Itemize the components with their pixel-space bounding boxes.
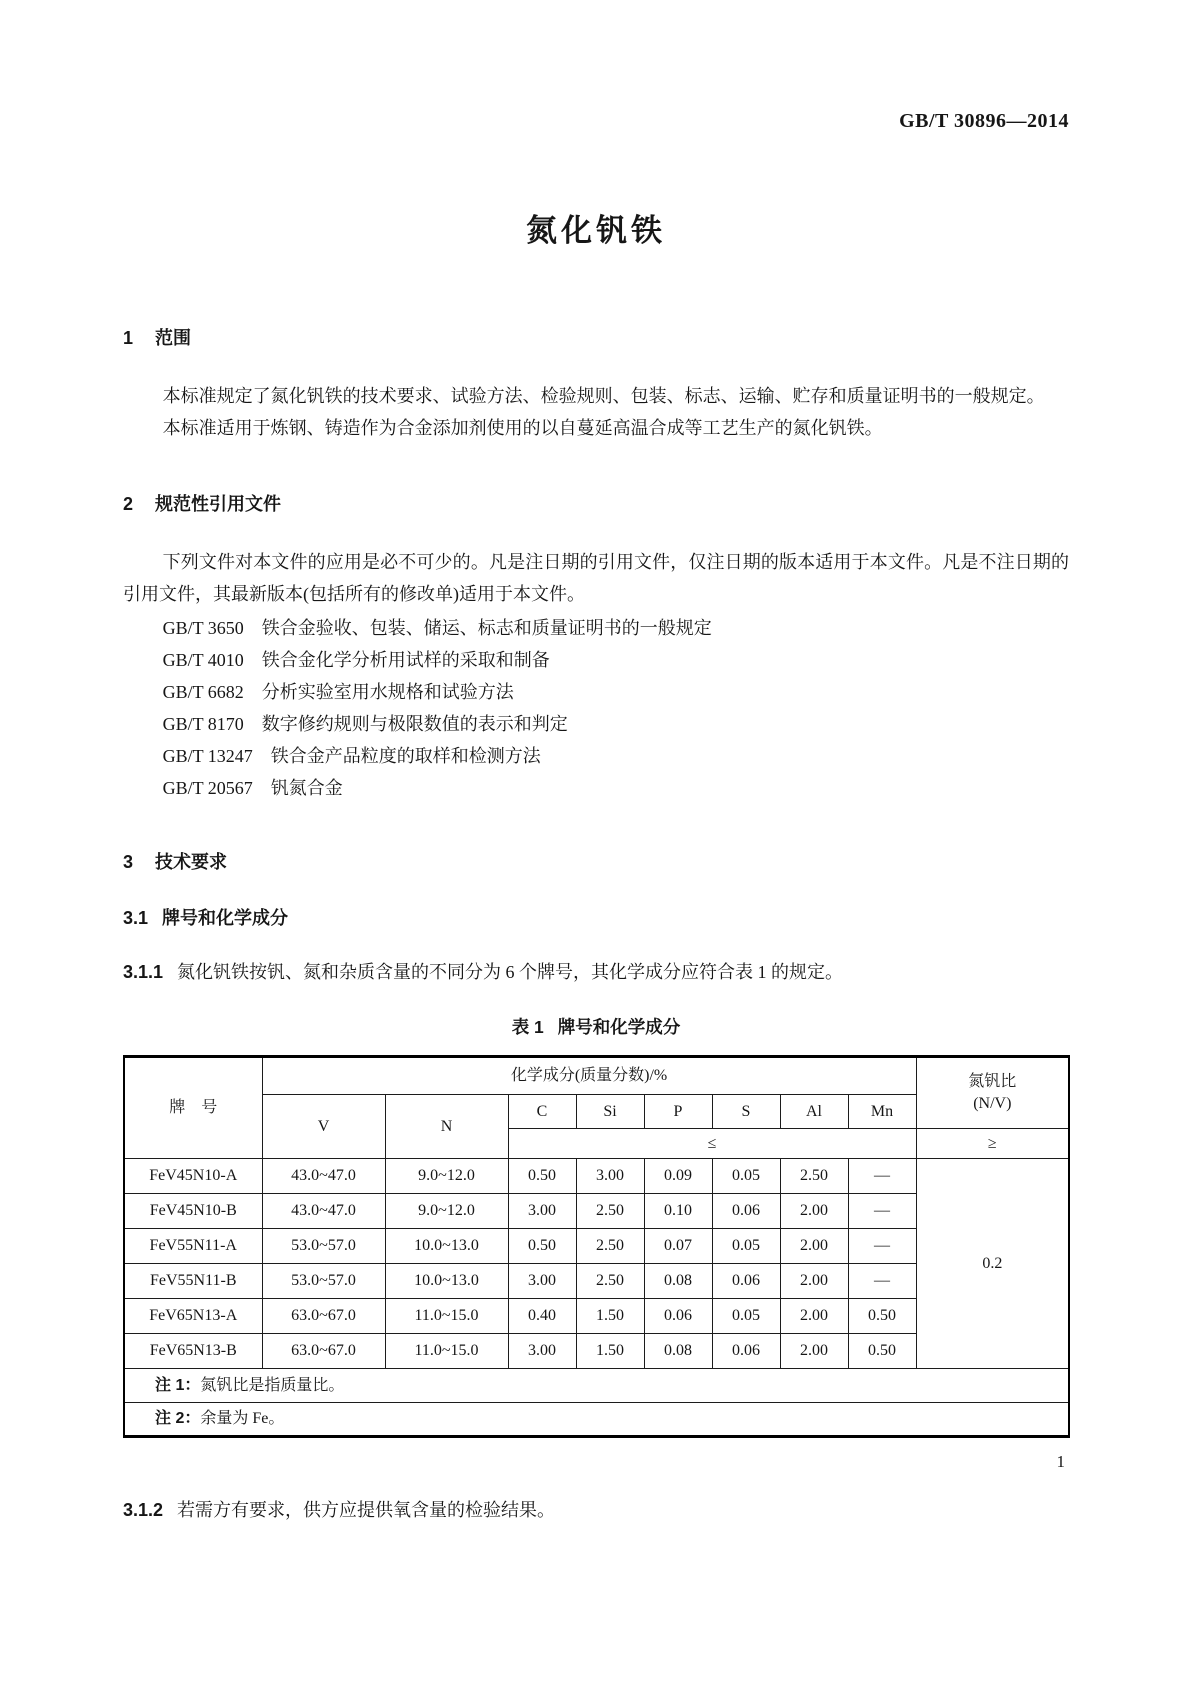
cell-p: 0.09 — [644, 1159, 712, 1194]
reference-item — [123, 708, 1069, 740]
cell-v: 53.0~57.0 — [262, 1264, 385, 1299]
cell-si: 1.50 — [576, 1334, 644, 1369]
section-3-number: 3 — [123, 852, 134, 872]
cell-c: 3.00 — [508, 1334, 576, 1369]
cell-s: 0.06 — [712, 1194, 780, 1229]
table-1-caption-label: 表 1 — [511, 1017, 544, 1037]
cell-v: 63.0~67.0 — [262, 1299, 385, 1334]
table-row — [124, 1159, 1069, 1194]
cell-mn: — — [848, 1159, 916, 1194]
cell-al: 2.50 — [780, 1159, 848, 1194]
cell-v: 53.0~57.0 — [262, 1229, 385, 1264]
reference-code: GB/T 8170 — [162, 714, 244, 734]
cell-s: 0.06 — [712, 1334, 780, 1369]
cell-al: 2.00 — [780, 1229, 848, 1264]
clause-3-1-1-number: 3.1.1 — [123, 962, 164, 982]
section-1-number: 1 — [123, 328, 134, 348]
note-1-text: 氮钒比是指质量比。 — [200, 1376, 345, 1394]
reference-code: GB/T 13247 — [162, 746, 253, 766]
section-2-heading — [123, 490, 1069, 516]
reference-item — [123, 740, 1069, 772]
header-grade: 牌 号 — [124, 1057, 262, 1159]
cell-s: 0.05 — [712, 1159, 780, 1194]
subsection-3-1-title: 牌号和化学成分 — [162, 908, 289, 928]
page-number: 1 — [1056, 1452, 1065, 1471]
reference-item — [123, 772, 1069, 804]
cell-n: 9.0~12.0 — [385, 1159, 508, 1194]
doc-title: 氮化钒铁 — [526, 213, 666, 248]
cell-s: 0.05 — [712, 1229, 780, 1264]
cell-mn: 0.50 — [848, 1334, 916, 1369]
note-2-text: 余量为 Fe。 — [200, 1410, 285, 1427]
header-mn: Mn — [848, 1095, 916, 1129]
header-p: P — [644, 1095, 712, 1129]
cell-c: 0.50 — [508, 1159, 576, 1194]
header-c: C — [508, 1095, 576, 1129]
cell-n: 11.0~15.0 — [385, 1299, 508, 1334]
cell-n: 9.0~12.0 — [385, 1194, 508, 1229]
subsection-3-1-number: 3.1 — [123, 908, 149, 928]
reference-title: 钒氮合金 — [270, 778, 343, 798]
reference-title: 铁合金化学分析用试样的采取和制备 — [261, 650, 550, 670]
reference-code: GB/T 6682 — [162, 682, 244, 702]
cell-si: 3.00 — [576, 1159, 644, 1194]
clause-3-1-1-text: 氮化钒铁按钒、氮和杂质含量的不同分为 6 个牌号，其化学成分应符合表 1 的规定。 — [177, 962, 844, 982]
cell-c: 0.50 — [508, 1229, 576, 1264]
cell-grade: FeV65N13-A — [124, 1299, 262, 1334]
cell-si: 1.50 — [576, 1299, 644, 1334]
reference-item — [123, 612, 1069, 644]
cell-p: 0.08 — [644, 1334, 712, 1369]
cell-c: 3.00 — [508, 1264, 576, 1299]
cell-al: 2.00 — [780, 1299, 848, 1334]
cell-n: 11.0~15.0 — [385, 1334, 508, 1369]
header-composition: 化学成分(质量分数)/% — [262, 1057, 916, 1095]
cell-c: 3.00 — [508, 1194, 576, 1229]
chemical-composition-table — [123, 1055, 1070, 1438]
note-2-label: 注 2： — [155, 1410, 201, 1427]
cell-al: 2.00 — [780, 1334, 848, 1369]
subsection-3-1-heading — [123, 904, 1069, 930]
cell-mn: 0.50 — [848, 1299, 916, 1334]
cell-al: 2.00 — [780, 1194, 848, 1229]
header-v: V — [262, 1095, 385, 1159]
cell-si: 2.50 — [576, 1229, 644, 1264]
reference-title: 分析实验室用水规格和试验方法 — [261, 682, 514, 702]
cell-nv-ratio: 0.2 — [916, 1159, 1069, 1369]
cell-p: 0.07 — [644, 1229, 712, 1264]
cell-p: 0.08 — [644, 1264, 712, 1299]
header-s: S — [712, 1095, 780, 1129]
note-1-label: 注 1： — [155, 1376, 201, 1394]
section-3-title: 技术要求 — [155, 852, 228, 872]
header-n: N — [385, 1095, 508, 1159]
table-1-caption-title: 牌号和化学成分 — [557, 1017, 681, 1037]
cell-p: 0.10 — [644, 1194, 712, 1229]
cell-si: 2.50 — [576, 1194, 644, 1229]
cell-p: 0.06 — [644, 1299, 712, 1334]
cell-n: 10.0~13.0 — [385, 1264, 508, 1299]
reference-title: 铁合金验收、包装、储运、标志和质量证明书的一般规定 — [261, 618, 712, 638]
table-note-2 — [124, 1403, 1069, 1437]
cell-grade: FeV65N13-B — [124, 1334, 262, 1369]
reference-item — [123, 644, 1069, 676]
clause-3-1-2-number: 3.1.2 — [123, 1500, 164, 1520]
cell-mn: — — [848, 1194, 916, 1229]
cell-v: 43.0~47.0 — [262, 1159, 385, 1194]
section-2-number: 2 — [123, 494, 134, 514]
clause-3-1-1 — [123, 956, 1069, 988]
table-1-caption — [123, 1014, 1069, 1039]
reference-title: 铁合金产品粒度的取样和检测方法 — [270, 746, 541, 766]
clause-3-1-2-text: 若需方有要求，供方应提供氧含量的检验结果。 — [177, 1500, 556, 1520]
header-nv-ratio-line2: (N/V) — [973, 1095, 1012, 1112]
references-list — [123, 612, 1069, 804]
reference-code: GB/T 3650 — [162, 618, 244, 638]
cell-s: 0.05 — [712, 1299, 780, 1334]
cell-v: 63.0~67.0 — [262, 1334, 385, 1369]
header-si: Si — [576, 1095, 644, 1129]
references-intro: 下列文件对本文件的应用是必不可少的。凡是注日期的引用文件，仅注日期的版本适用于本文件。凡是不注日期的引用文件，其最新版本(包括所有的修改单)适用于本文件。 — [123, 552, 1069, 604]
section-3-heading — [123, 848, 1069, 874]
scope-paragraph-1: 本标准规定了氮化钒铁的技术要求、试验方法、检验规则、包装、标志、运输、贮存和质量证明书的一般规定。 — [162, 386, 1045, 406]
header-max-symbol: ≤ — [508, 1129, 916, 1159]
table-note-1 — [124, 1369, 1069, 1403]
clause-3-1-2 — [123, 1494, 1069, 1526]
section-1-heading — [123, 324, 1069, 350]
cell-grade: FeV55N11-B — [124, 1264, 262, 1299]
header-al: Al — [780, 1095, 848, 1129]
cell-grade: FeV55N11-A — [124, 1229, 262, 1264]
section-1-title: 范围 — [155, 328, 192, 348]
doc-number: GB/T 30896—2014 — [899, 110, 1069, 132]
cell-mn: — — [848, 1264, 916, 1299]
scope-paragraph-2: 本标准适用于炼钢、铸造作为合金添加剂使用的以自蔓延高温合成等工艺生产的氮化钒铁。 — [162, 418, 883, 438]
cell-mn: — — [848, 1229, 916, 1264]
reference-item — [123, 676, 1069, 708]
cell-c: 0.40 — [508, 1299, 576, 1334]
header-nv-ratio-line1: 氮钒比 — [968, 1073, 1017, 1090]
cell-al: 2.00 — [780, 1264, 848, 1299]
cell-v: 43.0~47.0 — [262, 1194, 385, 1229]
header-min-symbol: ≥ — [916, 1129, 1069, 1159]
reference-code: GB/T 20567 — [162, 778, 253, 798]
section-2-title: 规范性引用文件 — [155, 494, 282, 514]
reference-title: 数字修约规则与极限数值的表示和判定 — [261, 714, 568, 734]
cell-s: 0.06 — [712, 1264, 780, 1299]
reference-code: GB/T 4010 — [162, 650, 244, 670]
cell-n: 10.0~13.0 — [385, 1229, 508, 1264]
header-nv-ratio — [916, 1057, 1069, 1129]
cell-grade: FeV45N10-B — [124, 1194, 262, 1229]
cell-si: 2.50 — [576, 1264, 644, 1299]
cell-grade: FeV45N10-A — [124, 1159, 262, 1194]
